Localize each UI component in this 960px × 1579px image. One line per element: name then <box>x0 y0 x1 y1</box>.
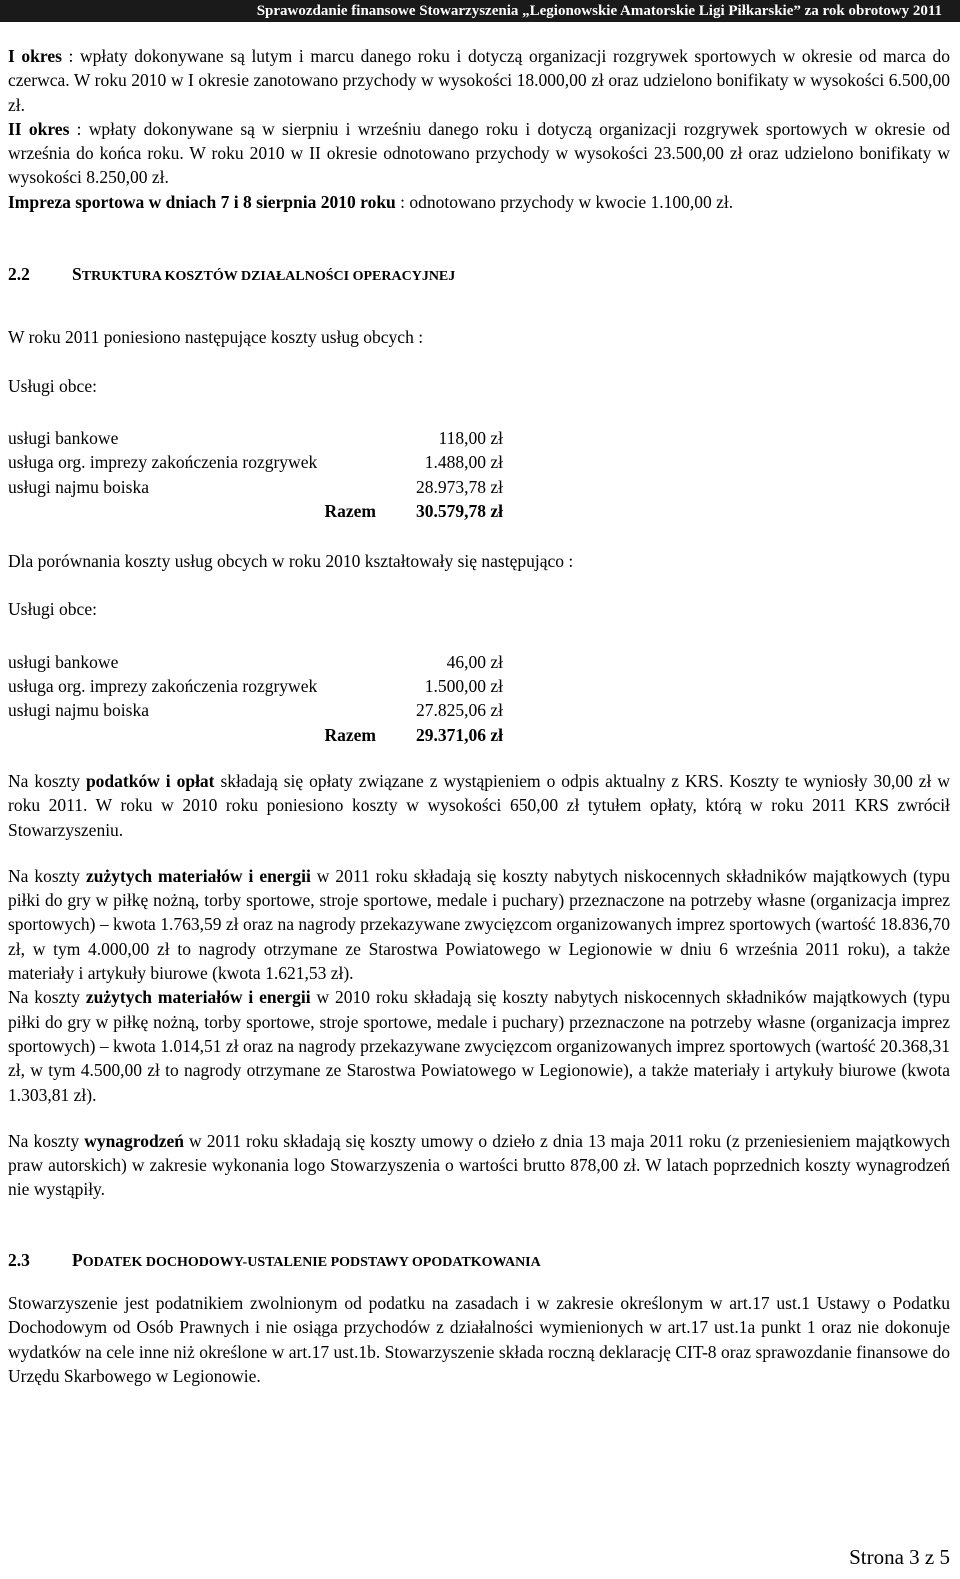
table-row <box>8 450 950 474</box>
section-number: 2.2 <box>8 264 30 285</box>
table-total-row <box>8 499 950 523</box>
page-label: Strona <box>849 1545 904 1569</box>
text-period-2: : wpłaty dokonywane są w sierpniu i wrześniu danego roku i dotyczą organizacji rozgrywek sportowych w okresie od września do końca roku. W roku 2010 w II okresie odnotowano przychody w wysokości 23.500,00 zł oraz udzielono bonifikaty w wysokości 8.250,00 zł. <box>8 118 950 188</box>
total-label: Razem <box>324 724 376 745</box>
text: w 2010 roku składają się koszty nabytych niskocennych składników majątkowych (typu piłki do gry w piłkę nożną, torby sportowe, stroje sportowe, medale i puchary) przeznaczone na potrzeby własne (organizacja imprez sportowych) – kwota 1.014,51 zł oraz na nagrody przekazywane zwycięzcom organizowanych imprez sportowych (wartość 20.368,31 zł, w tym 4.500,00 zł to nagrody otrzymane ze Starostwa Powiatowego w Legionowie), a także materiały i artykuły biurowe (kwota 1.303,81 zł). <box>8 987 950 1105</box>
label-event: Impreza sportowa w dniach 7 i 8 sierpnia 2010 roku <box>8 191 396 212</box>
section-title-initial: P <box>72 1249 83 1270</box>
paragraph-materials-2011 <box>8 864 950 985</box>
paragraph-event <box>8 190 950 214</box>
text-period-1: : wpłaty dokonywane są lutym i marcu danego roku i dotyczą organizacji rozgrywek sportowych w okresie od marca do czerwca. W roku 2010 w I okresie zanotowano przychody w wysokości 18.000,00 zł oraz udzielono bonifikaty w wysokości 6.500,00 zł. <box>8 46 950 115</box>
costs-table-2011 <box>8 426 950 523</box>
section-2-2-heading <box>8 262 950 289</box>
total-value: 30.579,78 zł <box>415 500 503 521</box>
row-value: 46,00 zł <box>446 651 503 672</box>
page-total: 5 <box>939 1545 950 1569</box>
document-header: Sprawozdanie finansowe Stowarzyszenia „Legionowskie Amatorskie Ligi Piłkarskie” za rok obrotowy 2011 <box>0 0 960 22</box>
bold-term: podatków i opłat <box>85 770 215 791</box>
table-row <box>8 650 950 674</box>
section-2-3-heading <box>8 1248 950 1275</box>
row-label: usługa org. imprezy zakończenia rozgrywek <box>8 452 318 473</box>
paragraph-wages <box>8 1129 950 1202</box>
section-title-rest: TRUKTURA KOSZTÓW DZIAŁALNOŚCI OPERACYJNEJ <box>81 269 456 285</box>
paragraph-materials-2010 <box>8 985 950 1106</box>
costs-table-2010 <box>8 650 950 747</box>
bold-term: zużytych materiałów i energii <box>85 865 311 886</box>
services-label-2011: Usługi obce: <box>8 375 97 396</box>
text: składają się opłaty związane z wystąpieniem o odpis aktualny z KRS. Koszty te wyniosły 30,00 zł w roku 2011. W roku w 2010 roku poniesiono koszty w wysokości 650,00 zł tytułem opłaty, którą w roku 2011 KRS zwrócił Stowarzyszeniu. <box>8 770 950 840</box>
row-label: usługi bankowe <box>8 651 119 672</box>
text: w 2011 roku składają się koszty umowy o dzieło z dnia 13 maja 2011 roku (z przeniesieniem majątkowych praw autorskich) w zakresie wykonania logo Stowarzyszenia o wartości brutto 878,00 zł. W latach poprzednich koszty wynagrodzeń nie wystąpiły. <box>8 1130 950 1200</box>
paragraph-taxes <box>8 769 950 842</box>
section-title-rest: ODATEK DOCHODOWY-USTALENIE PODSTAWY OPODATKOWANIA <box>82 1254 541 1270</box>
row-label: usługi bankowe <box>8 427 119 448</box>
section-number: 2.3 <box>8 1249 30 1270</box>
text: Na koszty <box>8 1130 85 1151</box>
row-label: usługa org. imprezy zakończenia rozgrywek <box>8 676 318 697</box>
text: Na koszty <box>8 770 86 791</box>
text-event: : odnotowano przychody w kwocie 1.100,00 zł. <box>395 191 734 212</box>
row-value: 27.825,06 zł <box>415 700 503 721</box>
page-current: 3 <box>909 1545 920 1569</box>
bold-term: zużytych materiałów i energii <box>85 987 311 1008</box>
paragraph-tax-status: Stowarzyszenie jest podatnikiem zwolnionym od podatku na zasadach i w zakresie określonym w art.17 ust.1 Ustawy o Podatku Dochodowym od Osób Prawnych i nie osiąga przychodów z działalności wymienionych w art.17 ust.1a punkt 1 oraz nie dokonuje wydatków na cele inne niż określone w art.17 ust.1b. Stowarzyszenie składa roczną deklarację CIT-8 oraz sprawozdanie finansowe do Urzędu Skarbowego w Legionowie. <box>8 1292 950 1386</box>
row-value: 1.488,00 zł <box>424 452 503 473</box>
row-value: 118,00 zł <box>438 427 503 448</box>
table-row <box>8 475 950 499</box>
document-body <box>8 44 950 1388</box>
table-row <box>8 426 950 450</box>
paragraph-period-1 <box>8 44 950 117</box>
costs-lead: W roku 2011 poniesiono następujące koszty usług obcych : <box>8 327 424 348</box>
compare-lead: Dla porównania koszty usług obcych w roku 2010 kształtowały się następująco : <box>8 551 574 572</box>
row-value: 1.500,00 zł <box>424 676 503 697</box>
total-label: Razem <box>324 500 376 521</box>
paragraph-period-2 <box>8 117 950 190</box>
services-label-2010: Usługi obce: <box>8 599 97 620</box>
text: Na koszty <box>8 987 86 1008</box>
row-label: usługi najmu boiska <box>8 476 149 497</box>
row-value: 28.973,78 zł <box>415 476 503 497</box>
row-label: usługi najmu boiska <box>8 700 149 721</box>
page-number <box>849 1545 950 1570</box>
table-total-row <box>8 723 950 747</box>
label-period-1: I okres <box>8 46 62 66</box>
table-row <box>8 674 950 698</box>
total-value: 29.371,06 zł <box>415 724 503 745</box>
text: w 2011 roku składają się koszty nabytych niskocennych składników majątkowych (typu piłki do gry w piłkę nożną, torby sportowe, stroje sportowe, medale i puchary) przeznaczone na potrzeby własne (organizacja imprez sportowych) – kwota 1.763,59 zł oraz na nagrody przekazywane zwycięzcom organizowanych imprez sportowych (wartość 18.836,70 zł, w tym 4.000,00 zł to nagrody otrzymane ze Starostwa Powiatowego w Legionowie w dniu 6 września 2011 roku), a także materiały i artykuły biurowe (kwota 1.621,53 zł). <box>8 865 950 984</box>
label-period-2: II okres <box>8 118 70 139</box>
section-title-initial: S <box>72 264 82 285</box>
bold-term: wynagrodzeń <box>84 1130 185 1151</box>
page-sep: z <box>924 1545 935 1569</box>
table-row <box>8 698 950 722</box>
text: Na koszty <box>8 865 86 886</box>
